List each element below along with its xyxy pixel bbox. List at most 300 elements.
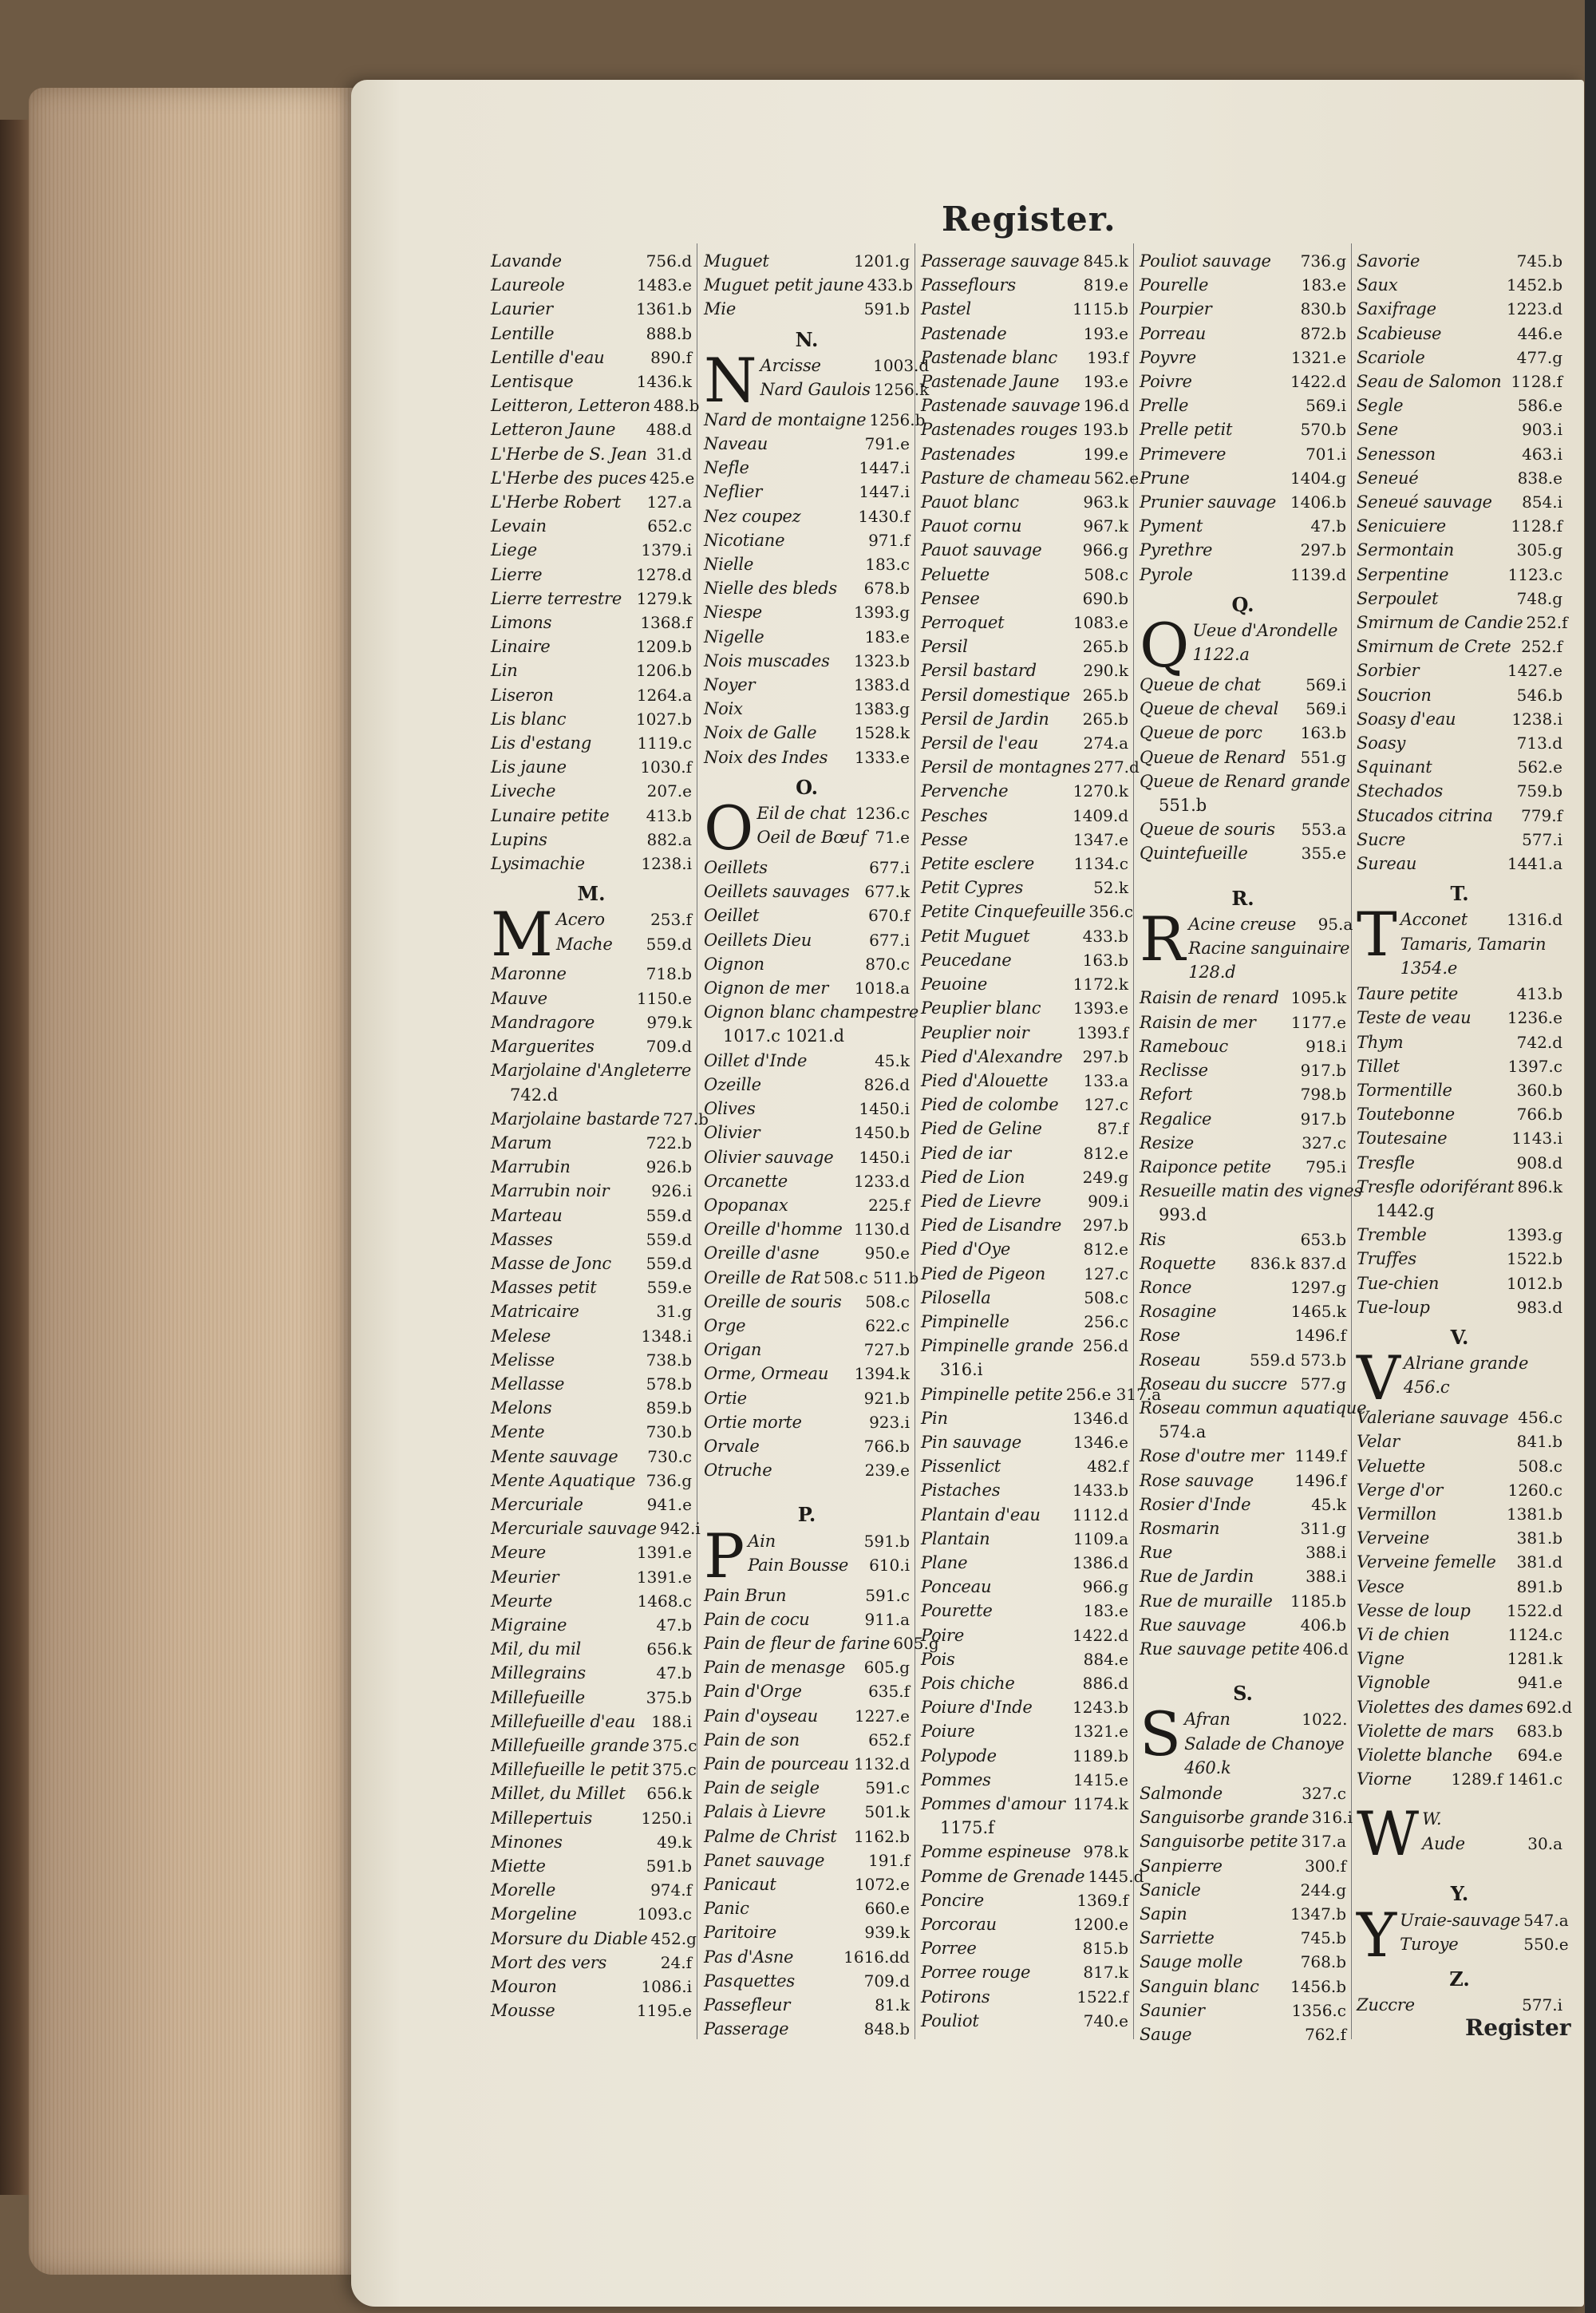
index-entry <box>1140 322 1346 346</box>
index-entry <box>704 1266 919 1290</box>
entry-page-ref: 974.f <box>650 1880 692 1900</box>
entry-page-ref: 692.d <box>1526 1697 1573 1717</box>
drop-cap-letter: P <box>704 1520 745 1591</box>
entry-term: Pervenche <box>921 781 1009 801</box>
entry-page-ref: 1333.e <box>854 747 910 767</box>
entry-page-ref: 1361.b <box>635 299 692 319</box>
entry-term: Noix <box>704 699 743 719</box>
index-entry <box>921 490 1128 514</box>
index-entry <box>491 1251 692 1275</box>
index-entry <box>491 1661 692 1685</box>
entry-page-ref: 191.f <box>868 1850 910 1870</box>
entry-term: Pois <box>921 1649 955 1669</box>
entry-term: Pomme espineuse <box>921 1842 1071 1862</box>
entry-term: Porree rouge <box>921 1963 1031 1983</box>
entry-term: Mente <box>491 1422 545 1442</box>
entry-term: Sapin <box>1140 1904 1187 1924</box>
entry-page-ref: 652.f <box>868 1730 910 1750</box>
index-entry <box>921 948 1128 972</box>
entry-page-ref: 381.b <box>1516 1528 1562 1548</box>
entry-term: Ronce <box>1140 1277 1192 1297</box>
index-entry <box>491 1757 697 1781</box>
index-entry <box>1140 1926 1346 1950</box>
entry-page-ref: 730.c <box>647 1446 692 1466</box>
index-entry <box>921 1695 1128 1719</box>
index-entry <box>1357 828 1562 852</box>
index-entry <box>491 852 692 876</box>
entry-page-ref: 277.d <box>1093 757 1140 777</box>
index-entry <box>491 731 692 755</box>
index-entry <box>921 1478 1128 1502</box>
entry-term: Leitteron, Letteron <box>491 396 651 416</box>
letter-heading: P. <box>797 1503 816 1527</box>
entry-page-ref: 722.b <box>646 1133 692 1153</box>
index-entry <box>921 514 1128 538</box>
entry-term: Poyvre <box>1140 347 1196 367</box>
index-entry <box>1404 1351 1562 1375</box>
entry-page-ref: 926.i <box>651 1181 692 1201</box>
index-entry <box>921 1647 1128 1671</box>
entry-page-ref: 193.e <box>1083 323 1128 343</box>
index-entry <box>704 1896 910 1920</box>
index-entry <box>1357 1175 1562 1199</box>
entry-term: Morsure du Diable <box>491 1928 648 1948</box>
drop-cap-block <box>704 1520 910 1591</box>
entry-term: Meure <box>491 1543 546 1563</box>
entry-term: Ponceau <box>921 1577 992 1597</box>
entry-page-ref: 265.b <box>1082 637 1128 657</box>
index-entry <box>1357 852 1562 876</box>
index-entry <box>491 1589 692 1613</box>
entry-term: Acero <box>555 910 605 930</box>
index-entry <box>704 1848 910 1872</box>
entry-term: Lin <box>491 661 518 681</box>
entry-page-ref: 1321.e <box>1073 1722 1128 1742</box>
entry-term: Oignon <box>704 954 764 974</box>
index-entry <box>1357 1647 1562 1670</box>
entry-term: Marjolaine d'Angleterre <box>491 1061 692 1081</box>
entry-term: Masses <box>491 1229 553 1249</box>
entry-page-ref: 95.a <box>1317 914 1353 934</box>
index-entry <box>760 354 930 378</box>
entry-term: Noix de Galle <box>704 723 817 743</box>
entry-page-ref: 926.b <box>646 1157 692 1177</box>
entry-page-ref: 1522.d <box>1506 1600 1562 1620</box>
index-entry <box>704 1969 910 1993</box>
entry-term: Potirons <box>921 1987 990 2007</box>
entry-page-ref: 1394.k <box>854 1364 910 1384</box>
entry-term: Lentille <box>491 323 555 343</box>
drop-cap-letter: N <box>704 344 757 416</box>
entry-page-ref: 727.b <box>863 1340 910 1360</box>
entry-term: Melisse <box>491 1350 555 1370</box>
index-entry <box>491 1131 692 1155</box>
entry-page-ref: 1256.b <box>869 409 926 429</box>
entry-page-ref: 1323.b <box>853 650 910 670</box>
entry-page-ref: 1095.k <box>1290 988 1346 1008</box>
entry-term: Ain <box>748 1531 776 1551</box>
entry-page-ref: 1433.b <box>1072 1481 1128 1500</box>
entry-page-ref: 193.f <box>1087 347 1128 367</box>
entry-term: Sauge molle <box>1140 1952 1243 1972</box>
index-entry <box>704 480 910 504</box>
drop-cap-lines <box>556 907 692 955</box>
index-entry <box>921 972 1128 996</box>
index-entry <box>491 804 692 828</box>
index-entry <box>1357 1550 1562 1574</box>
index-entry <box>491 538 692 562</box>
drop-cap-lines <box>1400 1908 1568 1956</box>
entry-page-ref: 591.c <box>865 1585 910 1605</box>
index-entry <box>556 932 692 956</box>
index-entry <box>1184 1707 1347 1731</box>
entry-term: Sanguin blanc <box>1140 1976 1259 1996</box>
index-entry <box>1357 370 1562 393</box>
entry-term: Persil de montagnes <box>921 757 1091 777</box>
drop-cap-block <box>1140 610 1346 682</box>
index-entry <box>921 587 1128 611</box>
entry-page-ref: 47.b <box>656 1615 692 1635</box>
entry-term: Veluette <box>1357 1456 1426 1476</box>
entry-page-ref: 1209.b <box>635 637 692 657</box>
index-entry <box>491 1396 692 1420</box>
entry-term: Truffes <box>1357 1249 1416 1269</box>
index-entry <box>1140 490 1346 514</box>
index-entry <box>1140 673 1346 697</box>
index-entry <box>1140 1493 1346 1516</box>
index-entry <box>491 393 700 417</box>
index-entry <box>491 635 692 658</box>
entry-term: Tremble <box>1357 1225 1427 1245</box>
entry-term: Passeflours <box>921 275 1016 295</box>
index-entry <box>921 322 1128 346</box>
entry-page-ref: 1112.d <box>1072 1504 1128 1524</box>
entry-continuation: 316.i <box>940 1360 983 1380</box>
entry-page-ref: 1450.i <box>859 1147 910 1167</box>
index-entry <box>1357 1454 1562 1478</box>
index-entry <box>704 1314 910 1338</box>
entry-page-ref: 1185.b <box>1290 1591 1346 1611</box>
entry-term: Mellasse <box>491 1374 565 1394</box>
drop-cap-letter: W <box>1357 1798 1420 1870</box>
entry-term: Roseau du succre <box>1140 1374 1288 1394</box>
entry-term: Porcorau <box>921 1915 997 1935</box>
entry-page-ref: 591.b <box>646 1856 692 1876</box>
entry-page-ref: 127.c <box>1084 1263 1128 1283</box>
entry-page-ref: 888.b <box>646 323 692 343</box>
index-entry <box>704 745 910 769</box>
entry-term: Soasy <box>1357 733 1406 753</box>
entry-page-ref: 188.i <box>651 1711 692 1731</box>
index-entry <box>704 880 910 903</box>
index-entry <box>491 1228 692 1251</box>
index-entry <box>921 1744 1128 1768</box>
entry-page-ref: 1522.b <box>1506 1249 1562 1269</box>
entry-page-ref: 265.b <box>1082 709 1128 729</box>
index-entry <box>921 1792 1128 1816</box>
entry-page-ref: 605.g <box>893 1633 939 1653</box>
index-entry <box>921 1045 1128 1069</box>
index-entry <box>921 924 1128 948</box>
entry-page-ref: 939.k <box>864 1923 910 1943</box>
index-entry <box>491 1781 692 1805</box>
entry-term: Aude <box>1422 1833 1465 1853</box>
entry-page-ref: 610.i <box>869 1555 910 1575</box>
index-entry <box>1140 1854 1346 1878</box>
index-entry <box>704 1097 910 1121</box>
entry-page-ref: 559.d <box>646 934 692 954</box>
entry-term: Verge d'or <box>1357 1480 1444 1500</box>
entry-page-ref: 884.e <box>1083 1649 1128 1669</box>
index-entry <box>921 1286 1128 1310</box>
drop-cap-block <box>704 793 910 864</box>
drop-cap-letter: S <box>1140 1698 1182 1770</box>
index-entry <box>1184 1756 1347 1780</box>
entry-page-ref: 196.d <box>1083 396 1129 416</box>
index-entry <box>704 456 910 480</box>
index-entry <box>491 370 692 393</box>
entry-page-ref: 1393.e <box>1073 998 1128 1018</box>
entry-term: Soasy d'eau <box>1357 709 1456 729</box>
entry-continuation: 1175.f <box>940 1818 994 1838</box>
entry-page-ref: 24.f <box>660 1952 692 1972</box>
entry-term: Lis d'estang <box>491 733 592 753</box>
entry-page-ref: 1356.c <box>1291 2000 1346 2020</box>
entry-page-ref: 327.c <box>1302 1783 1346 1803</box>
entry-term: Teste de veau <box>1357 1008 1472 1028</box>
entry-page-ref: 1279.k <box>636 588 692 608</box>
entry-term: Poivre <box>1140 372 1192 392</box>
entry-page-ref: 1123.c <box>1507 564 1562 584</box>
entry-term: Laurier <box>491 299 553 319</box>
entry-page-ref: 265.b <box>1082 685 1128 705</box>
entry-term: Marteau <box>491 1205 563 1225</box>
entry-term: Ueue d'Arondelle <box>1192 621 1338 641</box>
entry-term: Pastenade <box>921 323 1007 343</box>
index-entry <box>1140 1878 1346 1902</box>
index-entry <box>921 466 1140 490</box>
entry-page-ref: 327.c <box>1302 1133 1346 1153</box>
entry-term: Primevere <box>1140 444 1227 464</box>
entry-page-ref: 896.k <box>1517 1176 1562 1196</box>
entry-page-ref: 71.e <box>875 828 910 848</box>
entry-page-ref: 256.c <box>1084 1311 1128 1331</box>
index-entry <box>704 1752 910 1776</box>
entry-page-ref: 425.e <box>649 468 695 488</box>
entry-term: Millefueille d'eau <box>491 1711 636 1731</box>
entry-term: Rosmarin <box>1140 1518 1220 1538</box>
index-entry <box>491 1348 692 1372</box>
index-entry <box>1357 393 1562 417</box>
entry-term: Peuplier noir <box>921 1022 1029 1042</box>
index-entry <box>921 1575 1128 1599</box>
entry-term: Petit Cypres <box>921 878 1024 898</box>
entry-term: Eil de chat <box>757 804 847 824</box>
entry-page-ref: 183.e <box>1301 275 1346 295</box>
entry-term: Mente sauvage <box>491 1446 618 1466</box>
index-entry <box>1140 1251 1346 1275</box>
entry-page-ref: 656.k <box>646 1639 692 1659</box>
index-entry <box>1422 1807 1562 1831</box>
entry-page-ref: 482.f <box>1087 1457 1128 1477</box>
index-entry <box>1140 1902 1346 1926</box>
entry-page-ref: 488.d <box>646 420 692 440</box>
entry-page-ref: 870.c <box>865 954 910 974</box>
entry-term: L'Herbe de S. Jean <box>491 444 647 464</box>
entry-continuation: 574.a <box>1159 1422 1207 1442</box>
entry-term: Sauge <box>1140 2025 1192 2045</box>
entry-term: 1122.a <box>1192 645 1250 665</box>
entry-term: Millefueille le petit <box>491 1760 650 1780</box>
entry-page-ref: 670.f <box>868 906 910 926</box>
entry-page-ref: 941.e <box>1517 1673 1562 1693</box>
index-entry <box>491 1540 692 1564</box>
entry-term: Prelle <box>1140 396 1189 416</box>
index-entry <box>921 731 1128 755</box>
entry-term: Violettes des dames <box>1357 1697 1523 1717</box>
entry-page-ref: 1441.a <box>1507 854 1562 874</box>
entry-page-ref: 463.i <box>1522 444 1562 464</box>
entry-term: Passerage <box>704 2019 789 2039</box>
entry-page-ref: 290.k <box>1083 661 1128 681</box>
entry-page-ref: 779.f <box>1521 805 1562 825</box>
entry-page-ref: 305.g <box>1516 540 1562 560</box>
entry-page-ref: 1072.e <box>854 1874 910 1894</box>
entry-term: Laureole <box>491 275 565 295</box>
index-entry <box>1357 982 1562 1006</box>
index-entry <box>491 1806 692 1830</box>
index-entry <box>1400 907 1562 931</box>
entry-term: Pied d'Alexandre <box>921 1046 1063 1066</box>
letter-heading: V. <box>1450 1325 1469 1349</box>
entry-page-ref: 163.b <box>1082 950 1128 970</box>
entry-page-ref: 911.a <box>864 1609 910 1629</box>
entry-term: Pasquettes <box>704 1971 795 1991</box>
drop-cap-block <box>1140 1698 1348 1780</box>
entry-term: Pois chiche <box>921 1673 1015 1693</box>
entry-page-ref: 1256.k <box>873 380 930 400</box>
entry-page-ref: 381.d <box>1516 1552 1562 1572</box>
index-entry <box>704 1920 910 1944</box>
entry-term: Naveau <box>704 434 768 454</box>
index-entry <box>491 1951 692 1975</box>
entry-page-ref: 559.d <box>646 1253 692 1273</box>
index-entry <box>704 297 910 321</box>
spacer <box>1140 866 1346 880</box>
index-entry <box>1140 514 1346 538</box>
index-entry <box>491 346 692 370</box>
entry-page-ref: 812.e <box>1083 1240 1128 1259</box>
index-entry <box>491 1854 692 1878</box>
index-entry <box>1188 912 1353 936</box>
entry-term: Palme de Christ <box>704 1826 837 1846</box>
entry-term: Pied de Lion <box>921 1167 1025 1187</box>
entry-page-ref: 413.b <box>646 805 692 825</box>
entry-page-ref: 508.c <box>1084 564 1128 584</box>
index-entry <box>1140 1082 1346 1106</box>
index-entry <box>1357 1102 1562 1126</box>
entry-page-ref: 971.f <box>868 530 910 550</box>
entry-page-ref: 446.e <box>1517 323 1562 343</box>
entry-term: Oeillet <box>704 906 760 926</box>
entry-page-ref: 1289.f 1461.c <box>1451 1769 1562 1789</box>
entry-term: Orge <box>704 1315 746 1335</box>
index-entry <box>1140 417 1346 441</box>
index-entry <box>1140 986 1346 1010</box>
index-entry <box>1140 1107 1346 1131</box>
entry-term: Turoye <box>1400 1934 1459 1954</box>
entry-term: Rue sauvage petite <box>1140 1639 1300 1659</box>
index-entry <box>1357 1271 1562 1295</box>
drop-cap-letter: Y <box>1357 1899 1397 1971</box>
entry-page-ref: 1083.e <box>1073 613 1128 633</box>
entry-term: Pourpier <box>1140 299 1212 319</box>
index-entry <box>921 1503 1128 1527</box>
entry-page-ref: 677.i <box>869 930 910 950</box>
index-entry <box>1140 466 1346 490</box>
entry-term: Melese <box>491 1326 551 1346</box>
entry-page-ref: 256.e 317.a <box>1065 1384 1162 1404</box>
entry-page-ref: 923.i <box>869 1412 910 1432</box>
entry-page-ref: 452.g <box>650 1928 697 1948</box>
entry-term: Linaire <box>491 637 551 657</box>
entry-page-ref: 745.b <box>1300 1928 1346 1948</box>
index-entry <box>1140 538 1346 562</box>
index-entry <box>704 504 910 528</box>
drop-cap-letter: O <box>704 793 754 864</box>
entry-term: Tue-chien <box>1357 1273 1440 1293</box>
entry-page-ref: 1238.i <box>1511 709 1562 729</box>
entry-page-ref: 909.i <box>1088 1191 1128 1211</box>
letter-heading: Y. <box>1450 1882 1469 1906</box>
index-entry <box>921 273 1128 297</box>
entry-term: Refort <box>1140 1085 1192 1105</box>
entry-page-ref: 830.b <box>1300 299 1346 319</box>
index-entry <box>921 1888 1128 1912</box>
letter-heading: M. <box>577 882 606 906</box>
entry-page-ref: 1393.f <box>1077 1022 1128 1042</box>
entry-term: Otruche <box>704 1461 772 1481</box>
index-entry <box>921 658 1128 682</box>
entry-page-ref: 768.b <box>1300 1952 1346 1972</box>
index-entry <box>1357 1502 1562 1526</box>
index-entry <box>921 683 1128 707</box>
entry-page-ref: 886.d <box>1082 1673 1128 1693</box>
entry-page-ref: 1243.b <box>1072 1698 1128 1718</box>
entry-page-ref: 826.d <box>863 1074 910 1094</box>
entry-term: Tresfle <box>1357 1153 1415 1172</box>
entry-page-ref: 660.e <box>864 1899 910 1919</box>
entry-page-ref: 569.i <box>1306 675 1346 695</box>
entry-term: Pain Bousse <box>748 1555 849 1575</box>
entry-page-ref: 183.e <box>1083 1601 1128 1621</box>
entry-page-ref: 1149.f <box>1294 1446 1346 1466</box>
entry-term: Roseau <box>1140 1350 1201 1370</box>
entry-page-ref: 508.c 511.b <box>823 1267 919 1287</box>
index-entry <box>1357 1599 1562 1623</box>
entry-page-ref: 1321.e <box>1290 347 1346 367</box>
drop-cap-block <box>1357 1899 1569 1971</box>
index-entry <box>1357 755 1562 779</box>
entry-page-ref: 677.i <box>869 858 910 878</box>
entry-page-ref: 550.e <box>1523 1934 1569 1954</box>
entry-term: Oreille de Rat <box>704 1267 820 1287</box>
entry-page-ref: 727.b <box>662 1109 709 1129</box>
entry-term: Pin sauvage <box>921 1432 1021 1452</box>
entry-term: Scabieuse <box>1357 323 1442 343</box>
index-entry <box>921 1840 1128 1864</box>
entry-term: Toutebonne <box>1357 1105 1455 1125</box>
